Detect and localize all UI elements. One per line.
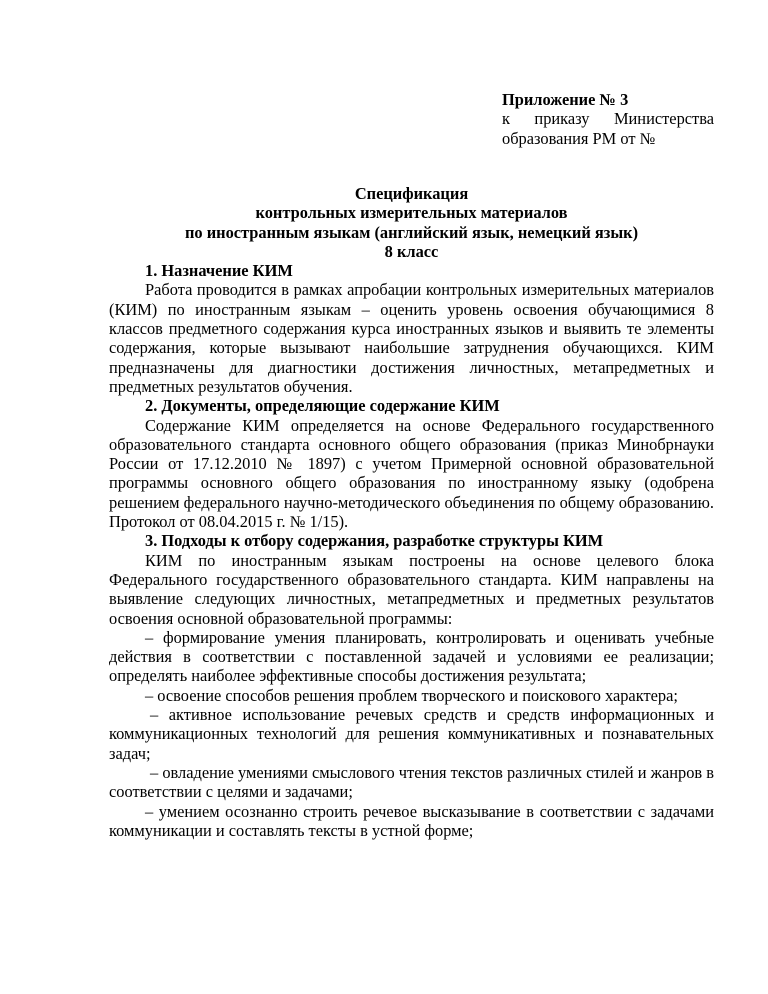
spec-subtitle-1: контрольных измерительных материалов [255,203,568,223]
section-3-heading: 3. Подходы к отбору содержания, разработке структуры КИМ [145,531,604,551]
bullet-item: – овладение умениями смыслового чтения текстов различных стилей и жанров в соответствии с целями и задачами; [109,762,714,802]
section-3-text: КИМ по иностранным языкам построены на основе целевого блока Федерального государственного образовательного стандарта. КИМ направлены на выявление следующих личностных, метапредметных и предметных результатов освоения основной образовательной программы: [109,550,714,628]
bullet-item: – формирование умения планировать, контролировать и оценивать учебные действия в соответствии с поставленной задачей и условиями ее реализации; определять наиболее эффективные способы достижения результата; [109,627,714,686]
bullet-item: – умением осознанно строить речевое высказывание в соответствии с задачами коммуникации и составлять тексты в устной форме; [109,801,714,840]
section-1-text: Работа проводится в рамках апробации контрольных измерительных материалов (КИМ) по иностранным языкам – оценить уровень освоения обучающимися 8 классов предметного содержания курса иностранных языков и выявить те элементы содержания, которые вызывают наибольшие затруднения обучающихся. КИМ предназначены для диагностики достижения личностных, метапредметных и предметных результатов обучения. [109,280,714,396]
document-body [109,184,714,840]
spec-subtitle-2: по иностранным языкам (английский язык, немецкий язык) [184,222,639,242]
appendix-title: Приложение № 3 [502,90,629,109]
bullet-item: – активное использование речевых средств и средств информационных и коммуникационных технологий для решения коммуникативных и познавательных задач; [109,705,714,763]
spec-grade: 8 класс [384,241,439,261]
bullet-item: – освоение способов решения проблем творческого и поискового характера; [145,685,678,705]
appendix-text: к приказу Министерства образования РМ от № [502,109,714,148]
section-1-heading: 1. Назначение КИМ [145,261,293,281]
section-2-heading: 2. Документы, определяющие содержание КИМ [145,396,500,416]
section-2-text: Содержание КИМ определяется на основе Федерального государственного образовательного стандарта основного общего образования (приказ Минобрнауки России от 17.12.2010 № 1897) с учетом Примерной основной образовательной программы основного общего образования по иностранному языку (одобрена решением федерального научно-методического объединения по общему образованию. Протокол от 08.04.2015 г. № 1/15). [109,415,714,532]
appendix-block [502,90,714,148]
spec-title: Спецификация [354,184,469,203]
